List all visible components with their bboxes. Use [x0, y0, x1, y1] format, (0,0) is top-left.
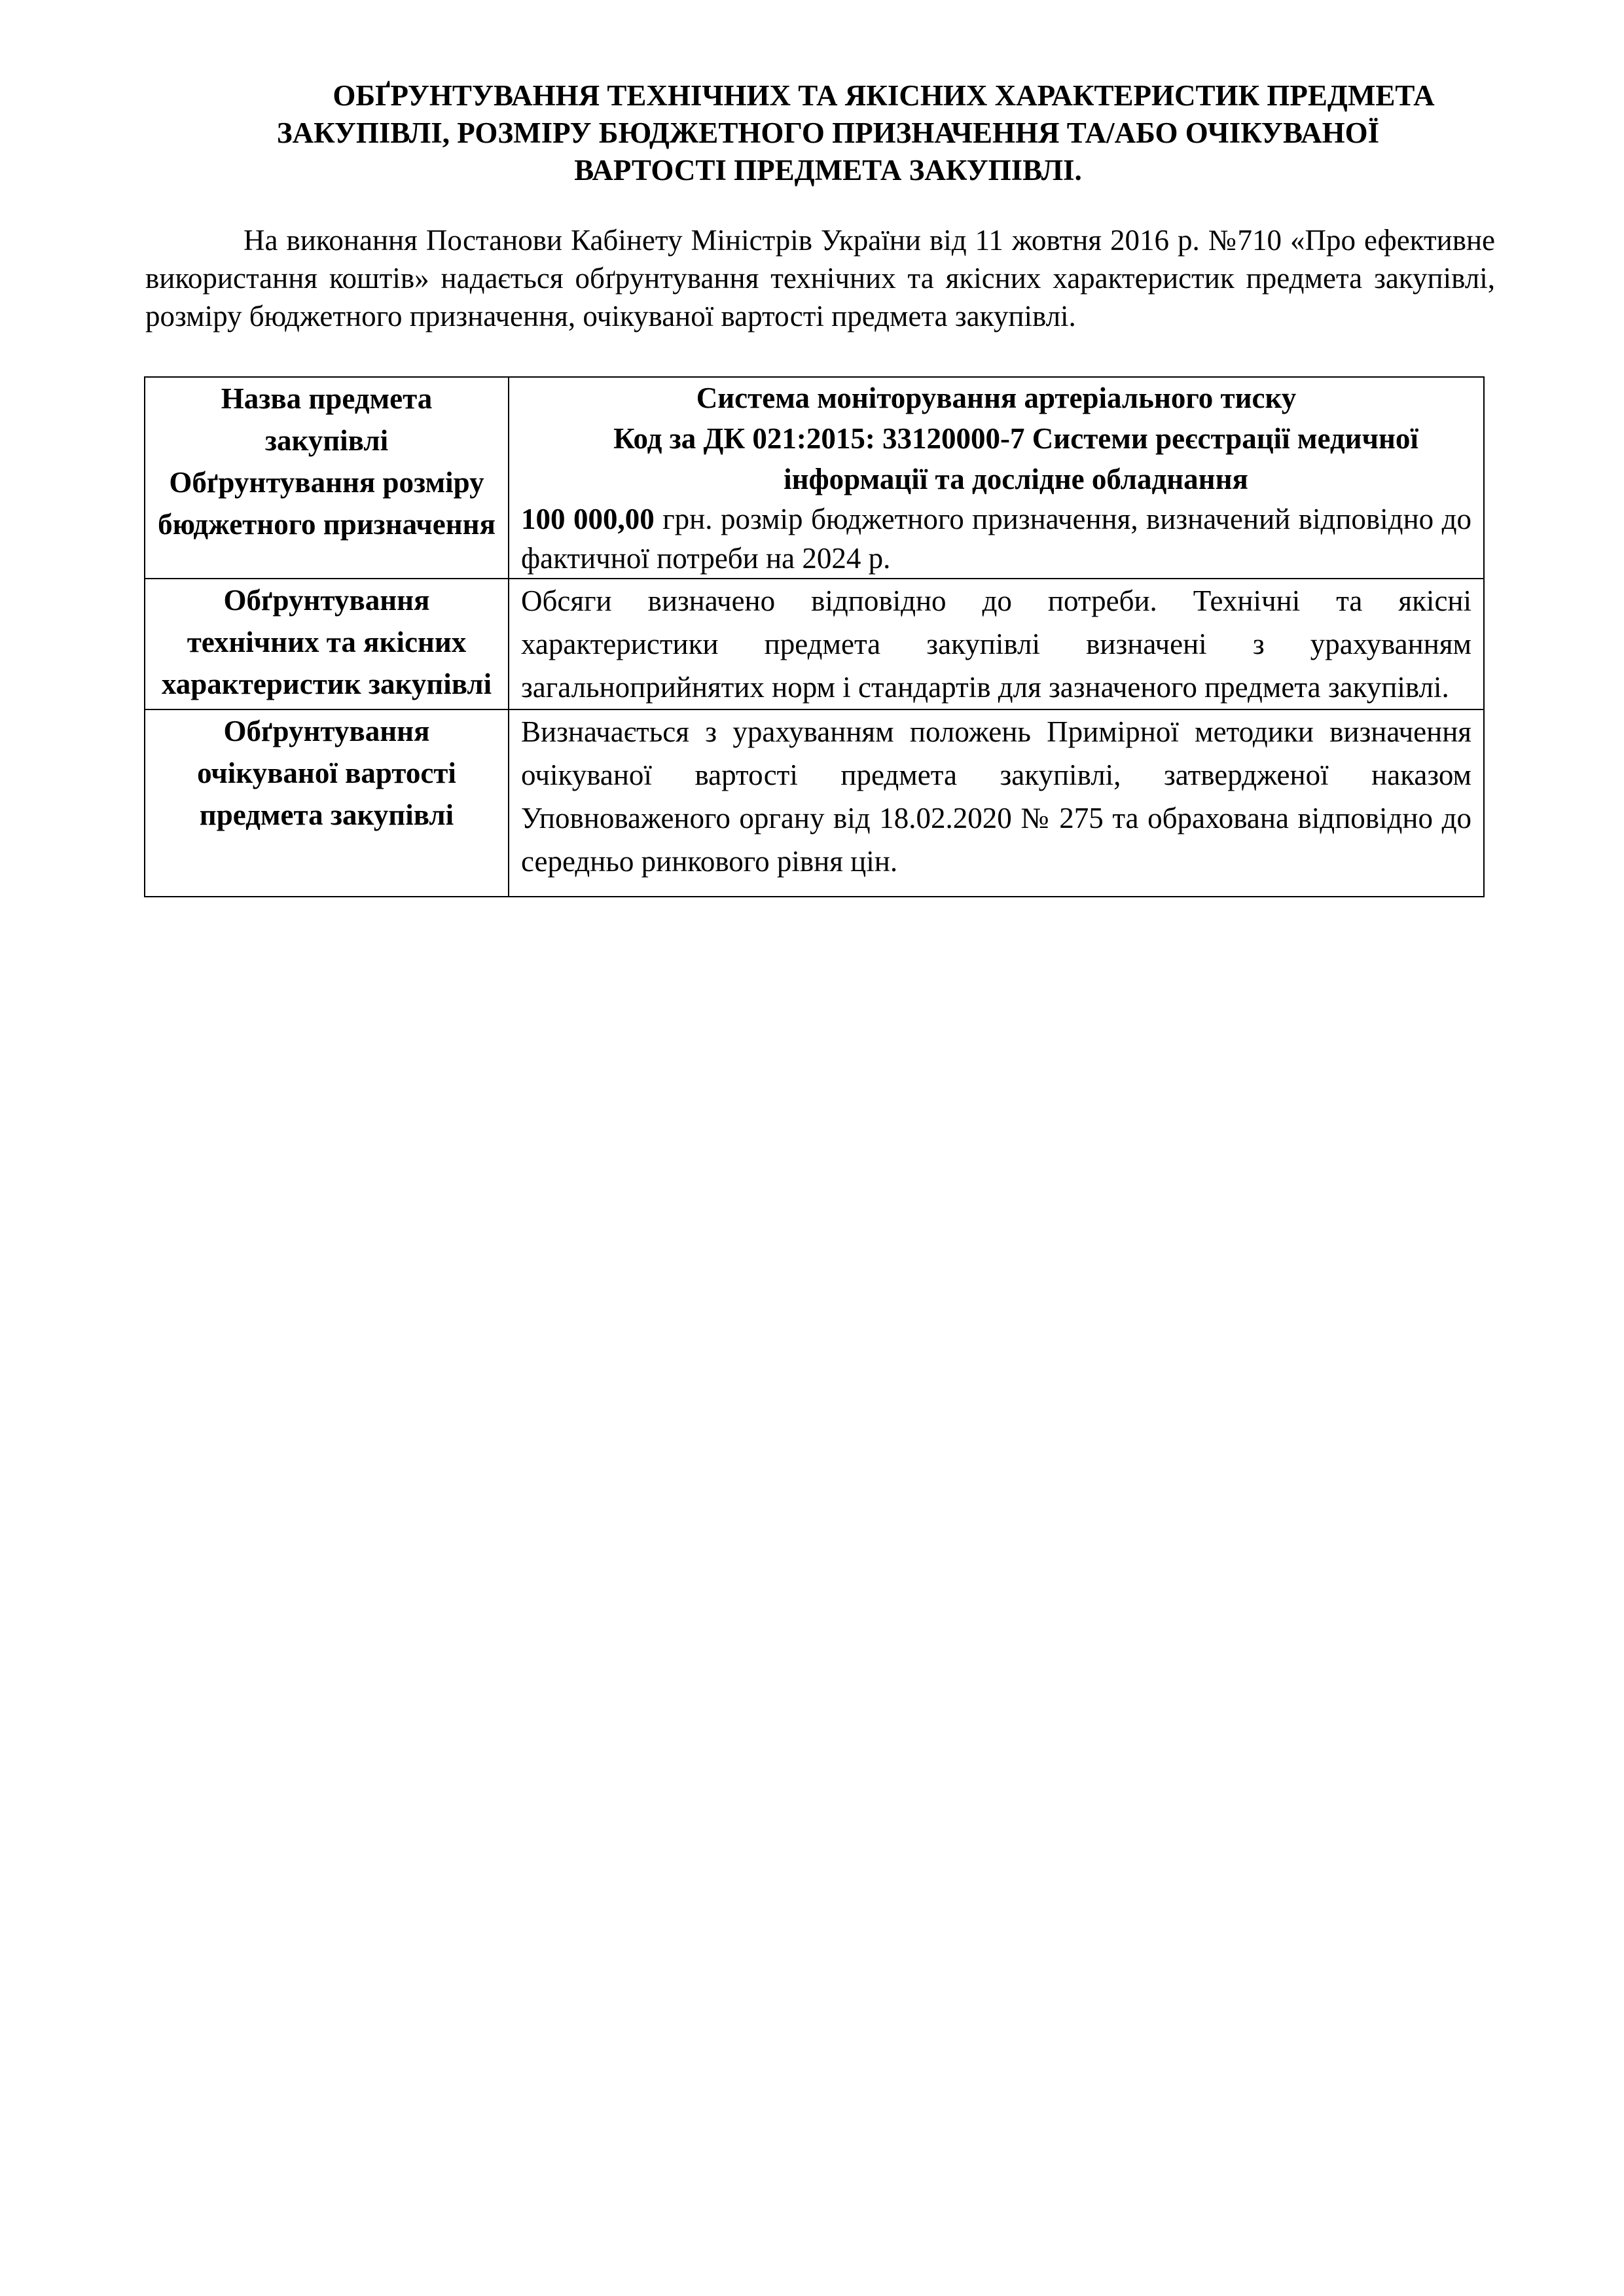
table-row	[145, 377, 1484, 579]
subject-name: Система моніторування артеріального тиску	[696, 382, 1297, 414]
technical-text: Обсяги визначено відповідно до потреби. Технічні та якісні характеристики предмета закупівлі визначені з урахуванням загальноприйнятих норм і стандартів для зазначеного предмета закупівлі.	[521, 584, 1471, 704]
row-label-subject-budget	[145, 377, 509, 579]
expected-cost-text: Визначається з урахуванням положень Примірної методики визначення очікуваної вартості предмета закупівлі, затвердженої наказом Уповноваженого органу від 18.02.2020 № 275 та обрахована відповідно до середньо ринкового рівня цін.	[521, 715, 1471, 878]
row-label-expected-cost: Обґрунтування очікуваної вартості предмета закупівлі	[145, 709, 509, 897]
title-line-1: ОБҐРУНТУВАННЯ ТЕХНІЧНИХ ТА ЯКІСНИХ ХАРАКТЕРИСТИК ПРЕДМЕТА	[333, 79, 1435, 112]
document-title	[144, 77, 1512, 189]
title-line-3: ВАРТОСТІ ПРЕДМЕТА ЗАКУПІВЛІ.	[574, 154, 1082, 187]
justification-table	[144, 376, 1485, 897]
row-value-expected-cost	[509, 709, 1484, 897]
subject-code: Код за ДК 021:2015: 33120000-7 Системи реєстрації медичної інформації та дослідне обладнання	[613, 422, 1418, 495]
table-row	[145, 709, 1484, 897]
budget-text-block	[521, 499, 1471, 578]
intro-paragraph: На виконання Постанови Кабінету Міністрів України від 11 жовтня 2016 р. №710 «Про ефективне використання коштів» надається обґрунтування технічних та якісних характеристик предмета закупівлі, розміру бюджетного призначення, очікуваної вартості предмета закупівлі.	[145, 224, 1495, 332]
label-subject-name: Назва предмета закупівлі	[221, 382, 433, 457]
row-value-subject-budget	[509, 377, 1484, 579]
row-value-technical	[509, 579, 1484, 709]
title-line-2: ЗАКУПІВЛІ, РОЗМІРУ БЮДЖЕТНОГО ПРИЗНАЧЕННЯ ТА/АБО ОЧІКУВАНОЇ	[276, 117, 1380, 149]
row-label-technical: Обґрунтування технічних та якісних характеристик закупівлі	[145, 579, 509, 709]
budget-amount: 100 000,00	[521, 503, 655, 535]
table-row	[145, 579, 1484, 709]
label-budget-justification: Обґрунтування розміру бюджетного призначення	[158, 466, 496, 541]
budget-text: грн. розмір бюджетного призначення, визначений відповідно до фактичної потреби на 2024 р.	[521, 503, 1472, 575]
